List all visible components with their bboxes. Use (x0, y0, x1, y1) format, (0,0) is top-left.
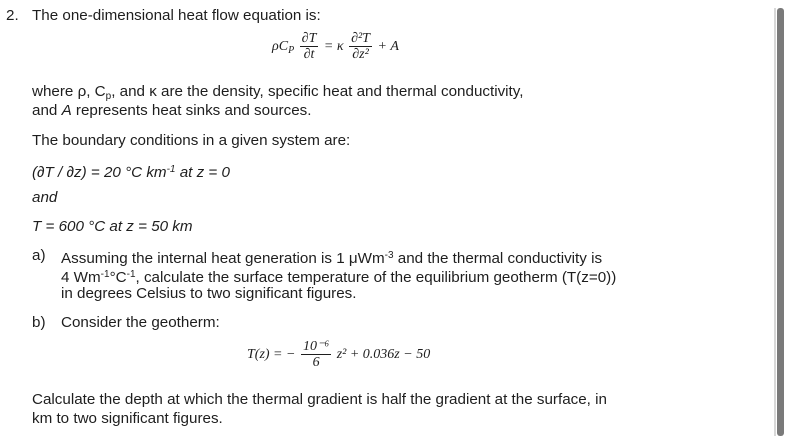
question-number: 2. (6, 7, 19, 24)
bc1-post: at z = 0 (175, 164, 230, 181)
part-b-line-1: Consider the geotherm: (61, 314, 220, 331)
geotherm-lhs: T(z) = − (247, 347, 296, 362)
boundary-intro: The boundary conditions in a given system are: (32, 132, 351, 149)
where-text-b: , and κ are the density, specific heat and thermal conductivity, (111, 83, 524, 100)
boundary-condition-2: T = 600 °C at z = 50 km (32, 218, 193, 235)
scrollbar-thumb[interactable] (777, 8, 784, 436)
geotherm-rest: z² + 0.036z − 50 (336, 347, 431, 362)
equation-frac-d2T-dz2 (349, 31, 372, 62)
where-text-a: where ρ, C (32, 83, 106, 100)
where-line-2 (32, 102, 311, 120)
part-a-line-1-pre: Assuming the internal heat generation is 1 μWm (61, 250, 385, 267)
geotherm-equation (247, 336, 430, 374)
equation-lhs-sub: P (288, 45, 295, 56)
bc1-sup: -1 (166, 164, 176, 175)
bc1-pre: (∂T / ∂z) = 20 °C km (32, 164, 167, 181)
where-line-2-A: A (61, 102, 72, 119)
geotherm-frac (301, 339, 331, 370)
equation-tail: + A (377, 39, 399, 54)
part-b-label: b) (32, 314, 46, 331)
part-a-line-1-sup: -3 (384, 250, 394, 261)
scrollbar-track[interactable] (774, 8, 776, 436)
question-intro: The one-dimensional heat flow equation is: (32, 7, 321, 24)
part-b-line-3: km to two significant figures. (32, 410, 223, 427)
and-text: and (32, 189, 58, 206)
frac2-denominator: ∂z² (352, 47, 369, 63)
where-line-2-pre: and (32, 102, 62, 119)
where-line-2-rest: represents heat sinks and sources. (71, 102, 312, 119)
equation-lhs-prefix: ρC (272, 39, 289, 54)
heat-flow-equation (272, 30, 399, 68)
part-a-line-3: in degrees Celsius to two significant figures. (61, 285, 357, 302)
part-a-label: a) (32, 247, 46, 264)
equation-frac-dT-dt (300, 31, 319, 62)
where-sub-p: p (105, 91, 112, 102)
geotherm-frac-numerator: 10⁻⁶ (302, 339, 330, 355)
part-a-line-2-sup2: -1 (126, 269, 136, 280)
part-a-line-2-post: , calculate the surface temperature of the equilibrium geotherm (T(z=0)) (135, 269, 617, 286)
equation-equals-kappa: = κ (323, 39, 344, 54)
frac2-numerator: ∂²T (351, 31, 370, 47)
frac1-denominator: ∂t (303, 47, 315, 63)
part-a-line-1-post: and the thermal conductivity is (393, 250, 603, 267)
part-a-line-2-pre: 4 Wm (61, 269, 101, 286)
part-a-line-2-mid: °C (109, 269, 127, 286)
part-b-line-2: Calculate the depth at which the thermal gradient is half the gradient at the surface, in (32, 391, 607, 408)
geotherm-frac-denominator: 6 (312, 355, 320, 371)
boundary-condition-1 (32, 161, 230, 182)
frac1-numerator: ∂T (301, 31, 317, 47)
part-a-line-2 (61, 266, 616, 287)
part-a-line-2-sup: -1 (100, 269, 110, 280)
part-a-line-1 (61, 247, 602, 268)
